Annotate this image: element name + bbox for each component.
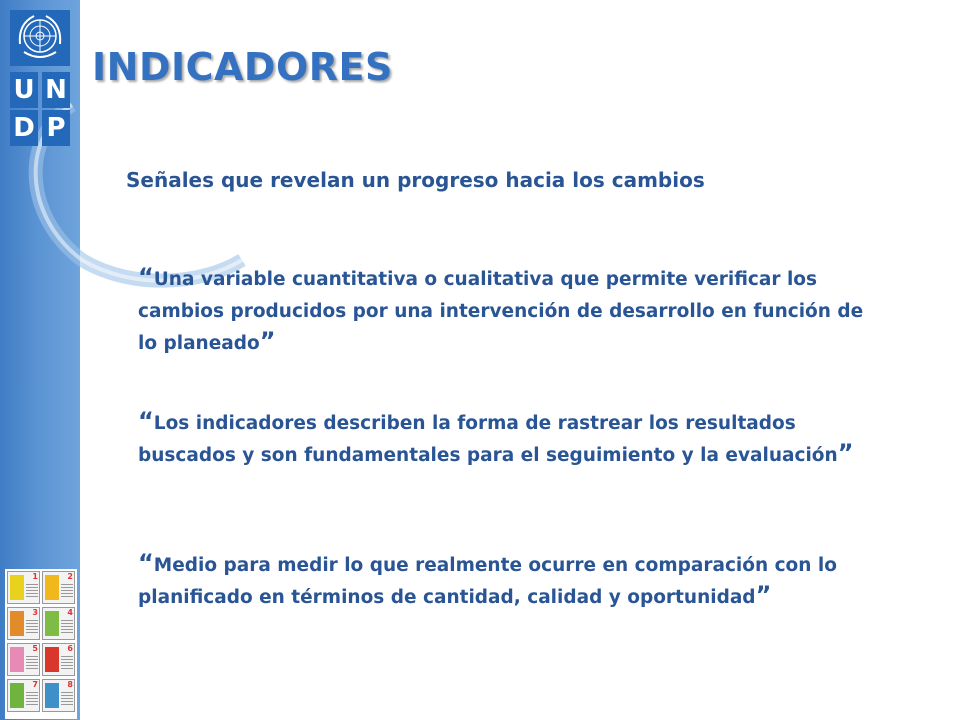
un-emblem-icon: [10, 10, 70, 66]
definition-quote: [138, 550, 878, 614]
undp-logo: [0, 0, 80, 148]
goal-tile: [42, 571, 75, 604]
quote-text: Los indicadores describen la forma de rastrear los resultados buscados y son fundamentales para el seguimiento y la evaluación: [138, 413, 838, 466]
goal-number: 2: [67, 572, 73, 581]
definition-quote: [138, 408, 878, 472]
goal-tile: [7, 571, 40, 604]
open-quote-mark: “: [138, 407, 154, 435]
goal-tile: [42, 643, 75, 676]
logo-letter-u: U: [10, 72, 38, 108]
goal-icon: [10, 611, 24, 636]
quote-text: Medio para medir lo que realmente ocurre en comparación con lo planificado en términos de cantidad, calidad y oportunidad: [138, 555, 837, 608]
goal-tile: [7, 607, 40, 640]
goal-number: 4: [67, 608, 73, 617]
goal-number: 8: [67, 680, 73, 689]
goal-icon: [10, 647, 24, 672]
page-subtitle: Señales que revelan un progreso hacia los cambios: [126, 168, 705, 192]
goal-icon: [45, 575, 59, 600]
goal-tile: [42, 607, 75, 640]
goal-icon: [45, 647, 59, 672]
definition-quote: [138, 264, 878, 360]
close-quote-mark: ”: [755, 581, 772, 609]
open-quote-mark: “: [138, 263, 154, 291]
close-quote-mark: ”: [259, 327, 276, 355]
goal-number: 1: [32, 572, 38, 581]
open-quote-mark: “: [138, 549, 154, 577]
logo-letter-n: N: [42, 72, 70, 108]
quote-text: Una variable cuantitativa o cualitativa que permite verificar los cambios producidos por una intervención de desarrollo en función de lo planeado: [138, 269, 864, 354]
goal-tile: [7, 643, 40, 676]
goal-tile: [42, 679, 75, 712]
goal-number: 7: [32, 680, 38, 689]
goal-number: 6: [67, 644, 73, 653]
goal-icon: [10, 575, 24, 600]
logo-letter-p: P: [42, 110, 70, 146]
logo-letter-d: D: [10, 110, 38, 146]
goal-number: 5: [32, 644, 38, 653]
goal-icon: [45, 683, 59, 708]
goal-tile: [7, 679, 40, 712]
goal-number: 3: [32, 608, 38, 617]
goal-icon: [10, 683, 24, 708]
mdg-goals-panel: [5, 569, 77, 719]
page-title: INDICADORES: [92, 45, 393, 89]
goal-icon: [45, 611, 59, 636]
close-quote-mark: ”: [837, 439, 854, 467]
